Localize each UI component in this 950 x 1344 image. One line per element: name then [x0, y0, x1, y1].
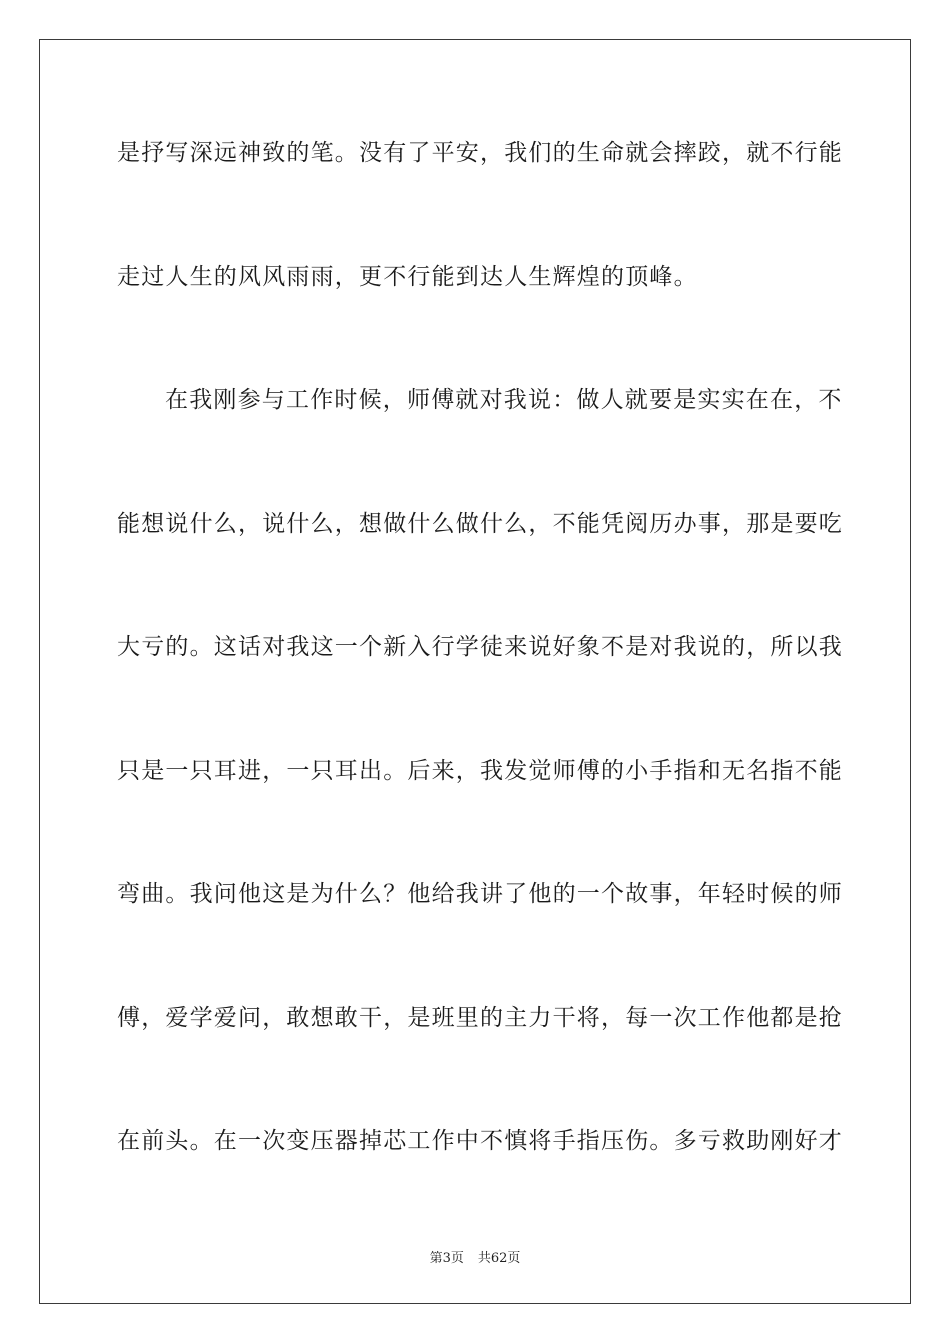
- text-line: 走过人生的风风雨雨，更不行能到达人生辉煌的顶峰。: [117, 263, 698, 290]
- text-line: 弯曲。我问他这是为什么？他给我讲了他的一个故事，年轻时候的师: [117, 881, 843, 907]
- text-line: 是抒写深远神致的笔。没有了平安，我们的生命就会摔跤，就不行能: [117, 140, 843, 166]
- text-line: 能想说什么，说什么，想做什么做什么，不能凭阅历办事，那是要吃: [117, 510, 843, 537]
- text-line: 在前头。在一次变压器掉芯工作中不慎将手指压伤。多亏救助刚好才: [117, 1128, 843, 1154]
- page-footer: [0, 1247, 950, 1266]
- text-line-paragraph-start: 在我刚参与工作时候，师傅就对我说：做人就要是实实在在，不: [165, 387, 843, 413]
- page-number: 第3页: [429, 1251, 464, 1266]
- text-line: 傅，爱学爱问，敢想敢干，是班里的主力干将，每一次工作他都是抢: [117, 1004, 843, 1031]
- text-line: 只是一只耳进，一只耳出。后来，我发觉师傅的小手指和无名指不能: [117, 757, 843, 784]
- text-line: 大亏的。这话对我这一个新入行学徒来说好象不是对我说的，所以我: [117, 634, 843, 660]
- document-body: [117, 130, 843, 1242]
- page-total: 共62页: [477, 1251, 521, 1266]
